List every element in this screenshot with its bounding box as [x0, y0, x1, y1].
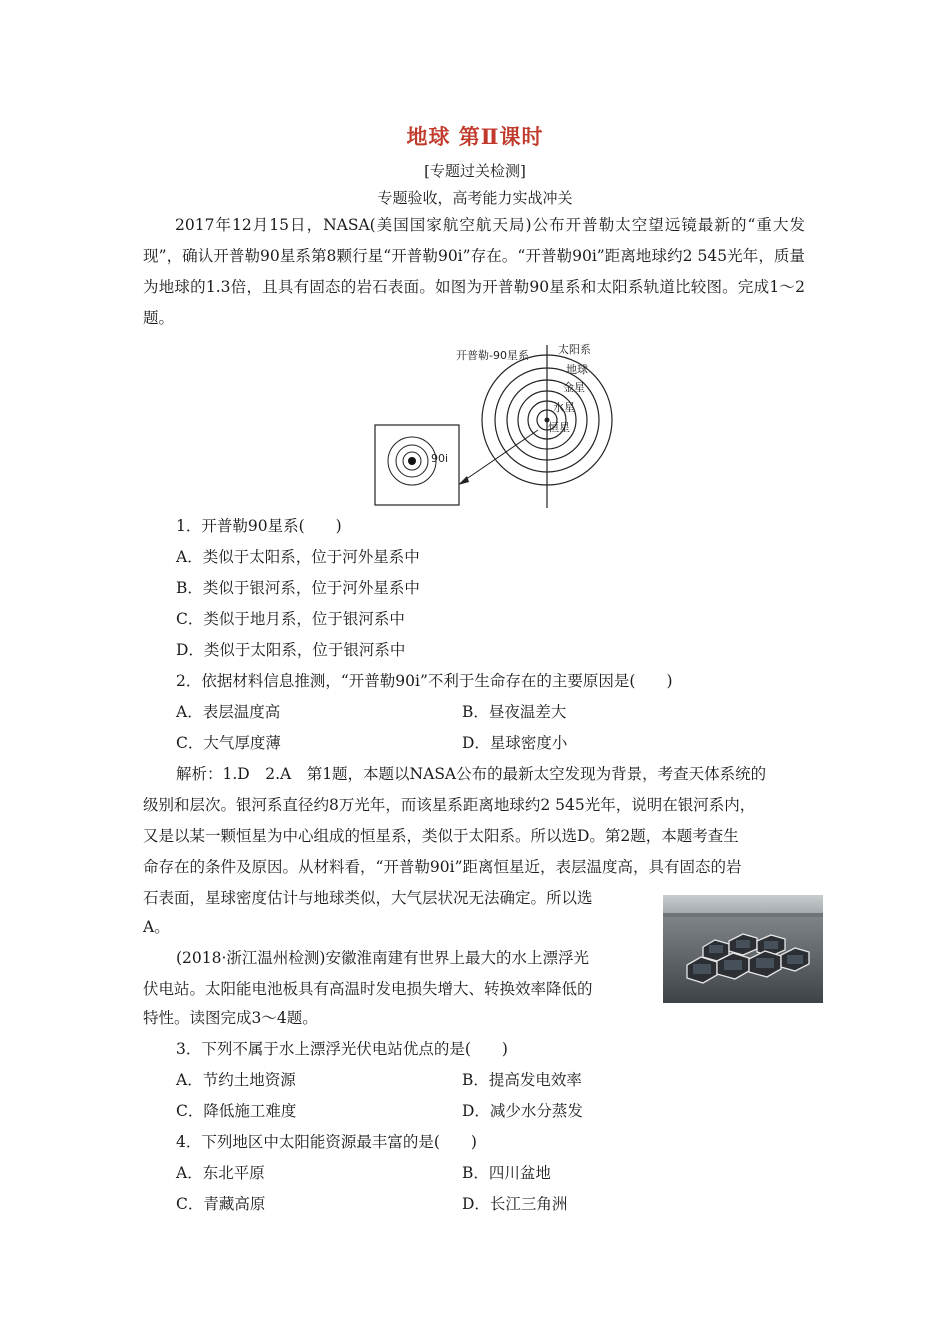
page-title: 地球 第Ⅱ课时: [406, 124, 544, 149]
analysis-line-1: 解析：1.D 2.A 第1题，本题以NASA公布的最新太空发现为背景，考查天体系统的: [176, 765, 767, 783]
question-4-option-a: A．东北平原: [176, 1164, 265, 1182]
inset-box: [375, 425, 459, 505]
question-4-stem: 4．下列地区中太阳能资源最丰富的是( ): [176, 1133, 477, 1151]
intro-text-1: 2017年12月15日，NASA(美国国家航空航天局)公布开普勒太空望远镜最新的“重大发现”，确认开普勒90星系第8颗行星“开普勒90i”存在。“开普勒90i”距离地球约2 545光年，质量为地球的1.3倍，且具有固态的岩石表面。如图为开普勒90星系和太阳系轨道比较图。完成1～2题。: [143, 216, 805, 327]
venus-label: 金星: [563, 381, 585, 394]
pointer-line: [462, 430, 538, 482]
intro2-line-2: 伏电站。太阳能电池板具有高温时发电损失增大、转换效率降低的: [143, 980, 593, 998]
intro-paragraph-1: [143, 210, 805, 334]
question-3-option-a: A．节约土地资源: [176, 1071, 296, 1089]
analysis-line-6: A。: [143, 918, 170, 936]
question-1-option-c: C．类似于地月系，位于银河系中: [176, 610, 405, 628]
question-2-option-b: B．昼夜温差大: [462, 703, 567, 721]
section-tag: [专题过关检测]: [424, 162, 526, 180]
question-4-option-d: D．长江三角洲: [462, 1195, 568, 1213]
analysis-line-5: 石表面，星球密度估计与地球类似，大气层状况无法确定。所以选: [143, 889, 593, 907]
earth-label: 地球: [566, 363, 588, 376]
question-4-option-c: C．青藏高原: [176, 1195, 266, 1213]
section-subtitle: 专题验收，高考能力实战冲关: [377, 189, 573, 207]
question-1-option-d: D．类似于太阳系，位于银河系中: [176, 641, 406, 659]
kepler-label: 开普勒-90星系: [456, 349, 529, 362]
planet-90i-label: 90i: [431, 452, 449, 465]
analysis-line-3: 又是以某一颗恒星为中心组成的恒星系，类似于太阳系。所以选D。第2题，本题考查生: [143, 827, 739, 845]
arrow-head: [458, 476, 469, 485]
question-2-stem: 2．依据材料信息推测，“开普勒90i”不利于生命存在的主要原因是( ): [176, 672, 673, 690]
question-1-option-b: B．类似于银河系，位于河外星系中: [176, 579, 420, 597]
analysis-line-2: 级别和层次。银河系直径约8万光年，而该星系距离地球约2 545光年，说明在银河系内，: [143, 796, 756, 814]
inset-star: [408, 457, 416, 465]
question-3-stem: 3．下列不属于水上漂浮光伏电站优点的是( ): [176, 1040, 508, 1058]
mercury-label: 水星: [553, 401, 575, 414]
question-2-option-a: A．表层温度高: [176, 703, 281, 721]
intro2-line-1: (2018·浙江温州检测)安徽淮南建有世界上最大的水上漂浮光: [176, 949, 589, 967]
star-label: 恒星: [548, 421, 570, 434]
question-3-option-b: B．提高发电效率: [462, 1071, 582, 1089]
floating-solar-photo: [663, 895, 823, 1003]
question-2-option-d: D．星球密度小: [462, 734, 568, 752]
question-3-option-c: C．降低施工难度: [176, 1102, 297, 1120]
question-2-option-c: C．大气厚度薄: [176, 734, 281, 752]
analysis-line-4: 命存在的条件及原因。从材料看，“开普勒90i”距离恒星近，表层温度高，具有固态的岩: [143, 858, 742, 876]
solar-label: 太阳系: [558, 343, 591, 356]
question-3-option-d: D．减少水分蒸发: [462, 1102, 583, 1120]
question-4-option-b: B．四川盆地: [462, 1164, 551, 1182]
intro2-line-3: 特性。读图完成3～4题。: [143, 1009, 318, 1027]
orbit-comparison-figure: [370, 340, 630, 510]
question-1-option-a: A．类似于太阳系，位于河外星系中: [176, 548, 420, 566]
question-1-stem: 1．开普勒90星系( ): [176, 517, 342, 535]
